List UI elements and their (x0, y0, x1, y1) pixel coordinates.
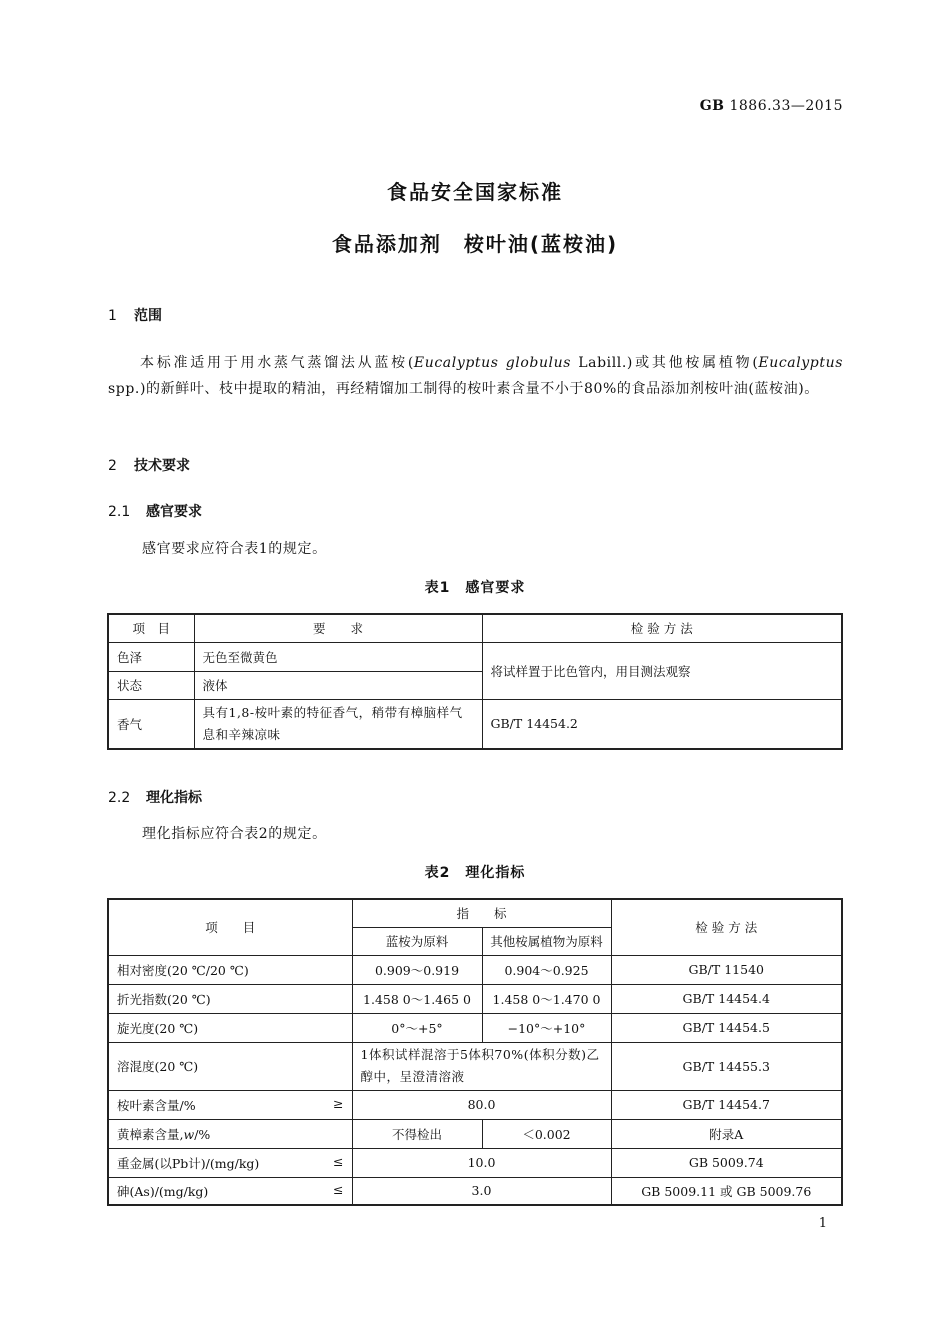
row-item-cell (108, 1177, 352, 1205)
row-item: 相对密度(20 ℃/20 ℃) (108, 955, 352, 984)
table-row (108, 1177, 842, 1205)
row-item: 色泽 (108, 642, 194, 671)
row-method: GB 5009.11 或 GB 5009.76 (611, 1177, 842, 1205)
section-number: 2 (108, 458, 117, 474)
section-title: 范围 (134, 308, 162, 324)
row-item-unit: /% (194, 1126, 211, 1142)
scope-text-c: spp.)的新鲜叶、枝中提取的精油，再经精馏加工制得的桉叶素含量不小于80%的食品添加剂桉叶油(蓝桉油)。 (108, 381, 819, 397)
section-2-2-text: 理化指标应符合表2的规定。 (142, 826, 327, 842)
row-item: 桉叶素含量/% (117, 1097, 196, 1113)
section-title: 感官要求 (146, 504, 202, 520)
row-item-cell (108, 1090, 352, 1119)
section-2-1-text: 感官要求应符合表1的规定。 (142, 541, 327, 557)
genus-name-eucalyptus: Eucalyptus (758, 355, 843, 371)
row-value-other: −10°～+10° (482, 1013, 611, 1042)
table-row (108, 1013, 842, 1042)
table-row (108, 1042, 842, 1090)
row-item: 状态 (108, 671, 194, 699)
row-method: GB/T 14454.4 (611, 984, 842, 1013)
row-method: GB/T 14455.3 (611, 1042, 842, 1090)
table-row (108, 955, 842, 984)
row-value-blue-gum: 不得检出 (352, 1119, 482, 1148)
row-method-merged: 将试样置于比色管内，用目测法观察 (482, 642, 842, 699)
row-value-merged: 1体积试样混溶于5体积70%(体积分数)乙醇中，呈澄清溶液 (352, 1042, 611, 1090)
row-requirement: 液体 (194, 671, 482, 699)
document-subtitle: 食品添加剂 桉叶油(蓝桉油) (331, 232, 619, 256)
row-method: 附录A (611, 1119, 842, 1148)
section-2-heading (108, 455, 190, 475)
row-item: 溶混度(20 ℃) (108, 1042, 352, 1090)
row-item-cell (108, 1148, 352, 1177)
standard-prefix: GB (699, 98, 725, 114)
comparison-symbol: ≤ (333, 1181, 344, 1197)
table-row (108, 984, 842, 1013)
section-number: 2.1 (108, 504, 131, 520)
section-number: 1 (108, 308, 117, 324)
row-method: GB/T 11540 (611, 955, 842, 984)
row-value-blue-gum: 0.909～0.919 (352, 955, 482, 984)
comparison-symbol: ≥ (333, 1095, 344, 1111)
header-item: 项 目 (108, 614, 194, 642)
document-title: 食品安全国家标准 (387, 180, 563, 204)
section-1-heading (108, 305, 162, 325)
comparison-symbol: ≤ (333, 1153, 344, 1169)
row-method: GB/T 14454.5 (611, 1013, 842, 1042)
physicochemical-table (107, 898, 843, 1206)
row-value-blue-gum: 0°～+5° (352, 1013, 482, 1042)
scope-text-a: 本标准适用于用水蒸气蒸馏法从蓝桉( (140, 355, 414, 371)
table-row (108, 699, 842, 749)
row-item-symbol: w (183, 1126, 195, 1142)
section-title: 理化指标 (146, 790, 202, 806)
sensory-requirements-table (107, 613, 843, 750)
row-item: 砷(As)/(mg/kg) (117, 1183, 209, 1199)
row-value-merged: 10.0 (352, 1148, 611, 1177)
header-item: 项 目 (108, 899, 352, 955)
table-1-caption: 表1 感官要求 (424, 580, 526, 596)
section-number: 2.2 (108, 790, 131, 806)
scope-text-b: Labill.)或其他桉属植物( (571, 355, 759, 371)
header-index: 指 标 (352, 899, 611, 927)
row-item: 折光指数(20 ℃) (108, 984, 352, 1013)
row-value-other: ＜0.002 (482, 1119, 611, 1148)
table-2-caption: 表2 理化指标 (424, 865, 526, 881)
header-blue-gum: 蓝桉为原料 (352, 927, 482, 955)
section-1-paragraph (108, 350, 843, 402)
section-2-1-heading (108, 501, 202, 521)
table-row (108, 1148, 842, 1177)
row-item-cell (108, 1119, 352, 1148)
row-requirement: 具有1,8-桉叶素的特征香气，稍带有樟脑样气息和辛辣凉味 (194, 699, 482, 749)
table-header-row (108, 614, 842, 642)
standard-code (700, 98, 843, 114)
header-method: 检 验 方 法 (611, 899, 842, 955)
standard-number: 1886.33—2015 (729, 98, 843, 114)
page-number: 1 (818, 1216, 827, 1231)
row-value-merged: 3.0 (352, 1177, 611, 1205)
header-method: 检 验 方 法 (482, 614, 842, 642)
section-2-2-heading (108, 787, 202, 807)
row-method: GB/T 14454.7 (611, 1090, 842, 1119)
row-method: GB/T 14454.2 (482, 699, 842, 749)
row-value-other: 0.904～0.925 (482, 955, 611, 984)
row-method: GB 5009.74 (611, 1148, 842, 1177)
row-requirement: 无色至微黄色 (194, 642, 482, 671)
table-row (108, 1119, 842, 1148)
species-name-globulus: Eucalyptus globulus (413, 355, 572, 371)
table-header-row (108, 899, 842, 927)
row-item: 重金属(以Pb计)/(mg/kg) (117, 1155, 260, 1171)
table-row (108, 642, 842, 671)
header-other-species: 其他桉属植物为原料 (482, 927, 611, 955)
row-value-other: 1.458 0～1.470 0 (482, 984, 611, 1013)
row-value-blue-gum: 1.458 0～1.465 0 (352, 984, 482, 1013)
table-row (108, 1090, 842, 1119)
row-item: 旋光度(20 ℃) (108, 1013, 352, 1042)
header-requirement: 要 求 (194, 614, 482, 642)
row-item: 香气 (108, 699, 194, 749)
section-title: 技术要求 (134, 458, 190, 474)
row-item: 黄樟素含量, (117, 1126, 184, 1142)
row-value-merged: 80.0 (352, 1090, 611, 1119)
